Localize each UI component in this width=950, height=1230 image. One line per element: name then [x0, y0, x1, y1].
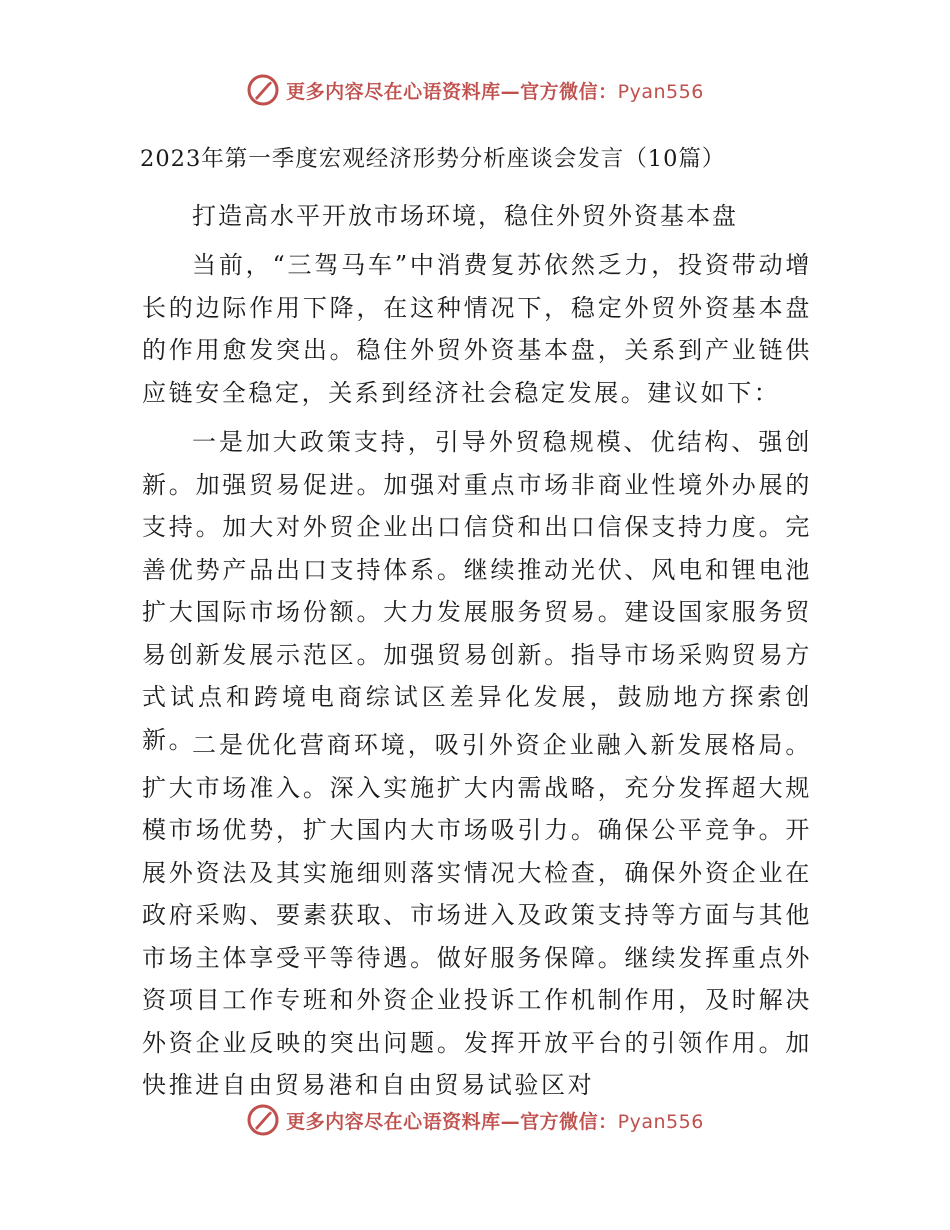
footer-banner: [0, 1098, 950, 1142]
header-banner: [0, 68, 950, 112]
paragraph-point-one: 一是加大政策支持，引导外贸稳规模、优结构、强创新。加强贸易促进。加强对重点市场非商业性境外办展的支持。加大对外贸企业出口信贷和出口信保支持力度。完善优势产品出口支持体系。继续推动光伏、风电和锂电池扩大国际市场份额。大力发展服务贸易。建设国家服务贸易创新发展示范区。加强贸易创新。指导市场采购贸易方式试点和跨境电商综试区差异化发展，鼓励地方探索创新。: [142, 428, 812, 754]
header-wechat-id: Pyan556: [617, 80, 704, 103]
footer-wechat-id: Pyan556: [617, 1110, 704, 1133]
document-title: 2023年第一季度宏观经济形势分析座谈会发言（10篇）: [140, 146, 726, 172]
paragraph-intro: 当前，“三驾马车”中消费复苏依然乏力，投资带动增长的边际作用下降，在这种情况下，稳定外贸外资基本盘的作用愈发突出。稳住外贸外资基本盘，关系到产业链供应链安全稳定，关系到经济社会稳定发展。建议如下：: [142, 251, 812, 407]
paragraph-point-two: 二是优化营商环境，吸引外资企业融入新发展格局。扩大市场准入。深入实施扩大内需战略，充分发挥超大规模市场优势，扩大国内大市场吸引力。确保公平竞争。开展外资法及其实施细则落实情况大检查，确保外资企业在政府采购、要素获取、市场进入及政策支持等方面与其他市场主体享受平等待遇。做好服务保障。继续发挥重点外资项目工作专班和外资企业投诉工作机制作用，及时解决外资企业反映的突出问题。发挥开放平台的引领作用。加快推进自由贸易港和自由贸易试验区对: [142, 731, 812, 1099]
footer-banner-text: 更多内容尽在心语资料库—官方微信：Pyan556: [286, 1110, 704, 1133]
document-subtitle: 打造高水平开放市场环境，稳住外贸外资基本盘: [192, 202, 738, 230]
quill-logo-icon: [246, 1103, 280, 1137]
header-banner-text: 更多内容尽在心语资料库—官方微信：Pyan556: [286, 80, 704, 103]
quill-logo-icon: [246, 73, 280, 107]
